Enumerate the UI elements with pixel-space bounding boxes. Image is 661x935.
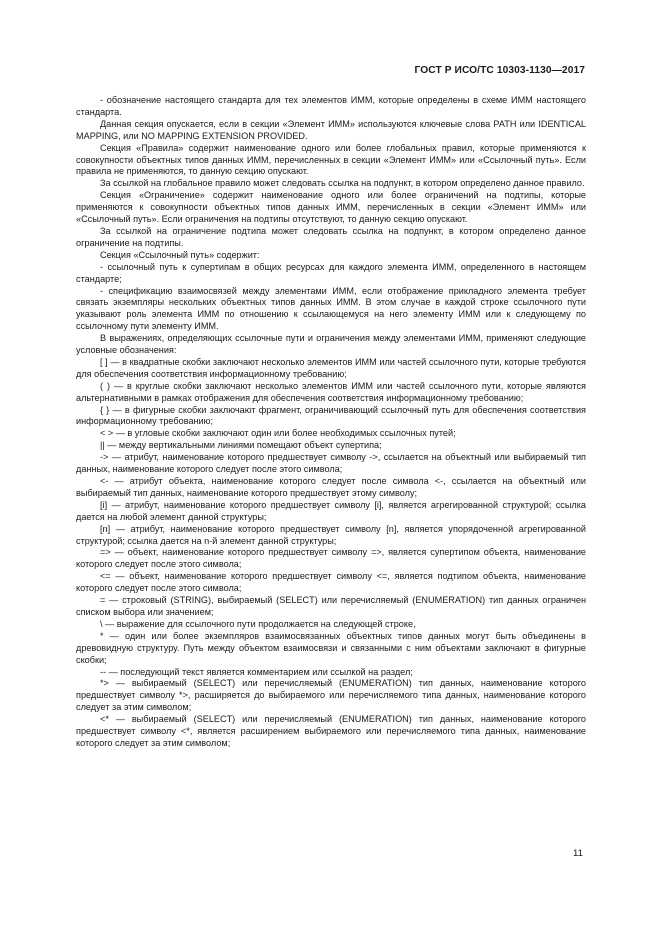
body-paragraph: [n] — атрибут, наименование которого предшествует символу [n], является упорядоченной агрегированной структурой; ссылка дается на n-й элемент данной структуры; (76, 523, 586, 546)
body-paragraph: => — объект, наименование которого предшествует символу =>, является супертипом объекта, наименование которого следует после этого символа; (76, 547, 586, 570)
running-header-standard-id: ГОСТ Р ИСО/ТС 10303-1130—2017 (414, 65, 585, 76)
body-paragraph: Секция «Правила» содержит наименование одного или более глобальных правил, которые применяются к совокупности объектных типов данных ИММ, перечисленных в секции «Элемент ИММ» или «Ссылочный путь». Если правила не применяются, то данную секцию опускают. (76, 142, 586, 177)
body-paragraph: = — строковый (STRING), выбираемый (SELECT) или перечисляемый (ENUMERATION) тип данных ограничен списком выбора или значением; (76, 595, 586, 617)
body-paragraph: -> — атрибут, наименование которого предшествует символу ->, ссылается на объектный или выбираемый тип данных, наименование которого следует после этого символа; (76, 452, 586, 475)
body-paragraph: - спецификацию взаимосвязей между элементами ИММ, если отображение прикладного элемента требует связать экземпляры нескольких объектных типов данных ИММ. В этом случае в каждой строке ссылочного пути указывают роль элемента ИММ по отношению к ссылающемуся на него элементу ИММ или к следующему по ссылочному пути элементу ИММ. (76, 285, 586, 332)
body-paragraph: <- — атрибут объекта, наименование которого следует после символа <-, ссылается на объектный или выбираемый тип данных, наименование которого предшествует этому символу; (76, 476, 586, 498)
body-paragraph: Секция «Ссылочный путь» содержит: (100, 249, 260, 260)
body-paragraph: - обозначение настоящего стандарта для тех элементов ИММ, которые определены в схеме ИММ настоящего стандарта. (76, 95, 586, 117)
body-paragraph: < > — в угловые скобки заключают один или более необходимых ссылочных путей; (100, 428, 456, 439)
body-paragraph: || — между вертикальными линиями помещают объект супертипа; (100, 440, 382, 451)
body-paragraph: За ссылкой на глобальное правило может следовать ссылка на подпункт, в котором определено данное правило. (100, 178, 585, 189)
body-paragraph: В выражениях, определяющих ссылочные пути и ограничения между элементами ИММ, применяют следующие условные обозначения: (76, 333, 586, 356)
body-paragraph: Секция «Ограничение» содержит наименование одного или более ограничений на подтипы, которые применяются к совокупности объектных типов данных ИММ, перечисленных в секции «Элемент ИММ» или «Ссылочный путь». Если ограничения на подтипы отсутствуют, то данную секцию опускают. (76, 190, 586, 225)
body-paragraph: - ссылочный путь к супертипам в общих ресурсах для каждого элемента ИММ, определенного в настоящем стандарте; (76, 261, 586, 284)
body-paragraph: { } — в фигурные скобки заключают фрагмент, ограничивающий ссылочный путь для обеспечения соответствия информационному требованию; (76, 404, 586, 427)
body-paragraph: Данная секция опускается, если в секции «Элемент ИММ» используются ключевые слова PATH или IDENTICAL MAPPING, или NO MAPPING EXTENSION PROVIDED. (76, 118, 586, 141)
body-paragraph: За ссылкой на ограничение подтипа может следовать ссылка на подпункт, в котором определено данное ограничение на подтипы. (76, 225, 586, 248)
page-number: 11 (573, 848, 583, 859)
body-paragraph: <= — объект, наименование которого предшествует символу <=, является подтипом объекта, наименование которого следует после этого символа; (76, 571, 586, 594)
body-paragraph: <* — выбираемый (SELECT) или перечисляемый (ENUMERATION) тип данных, наименование которого предшествует символу <*, является расширением выбираемого или перечисляемого типа данных, наименование которого следует за этим символом; (76, 714, 586, 748)
body-paragraph: \ — выражение для ссылочного пути продолжается на следующей строке, (100, 618, 416, 629)
body-paragraph: [i] — атрибут, наименование которого предшествует символу [i], является агрегированной структурой; ссылка дается на любой элемент данной структуры; (76, 499, 586, 522)
body-paragraph: ( ) — в круглые скобки заключают несколько элементов ИММ или частей ссылочного пути, которые являются альтернативными в рамках отображения для обеспечения соответствия информационному требованию; (76, 380, 586, 403)
body-paragraph: *> — выбираемый (SELECT) или перечисляемый (ENUMERATION) тип данных, наименование которого предшествует символу *>, расширяется до выбираемого или перечисляемого типа данных, наименование которого следует за этим символом; (76, 678, 586, 713)
body-paragraph: [ ] — в квадратные скобки заключают несколько элементов ИММ или частей ссылочного пути, которые требуются для обеспечения соответствия информационному требованию; (76, 356, 586, 379)
body-text (76, 95, 586, 750)
body-paragraph: -- — последующий текст является комментарием или ссылкой на раздел; (100, 666, 413, 677)
body-paragraph: * — один или более экземпляров взаимосвязанных объектных типов данных могут быть объединены в древовидную структуру. Путь между объектом взаимосвязи и связанными с ним объектами заключают в фигурные скобки; (76, 630, 586, 665)
